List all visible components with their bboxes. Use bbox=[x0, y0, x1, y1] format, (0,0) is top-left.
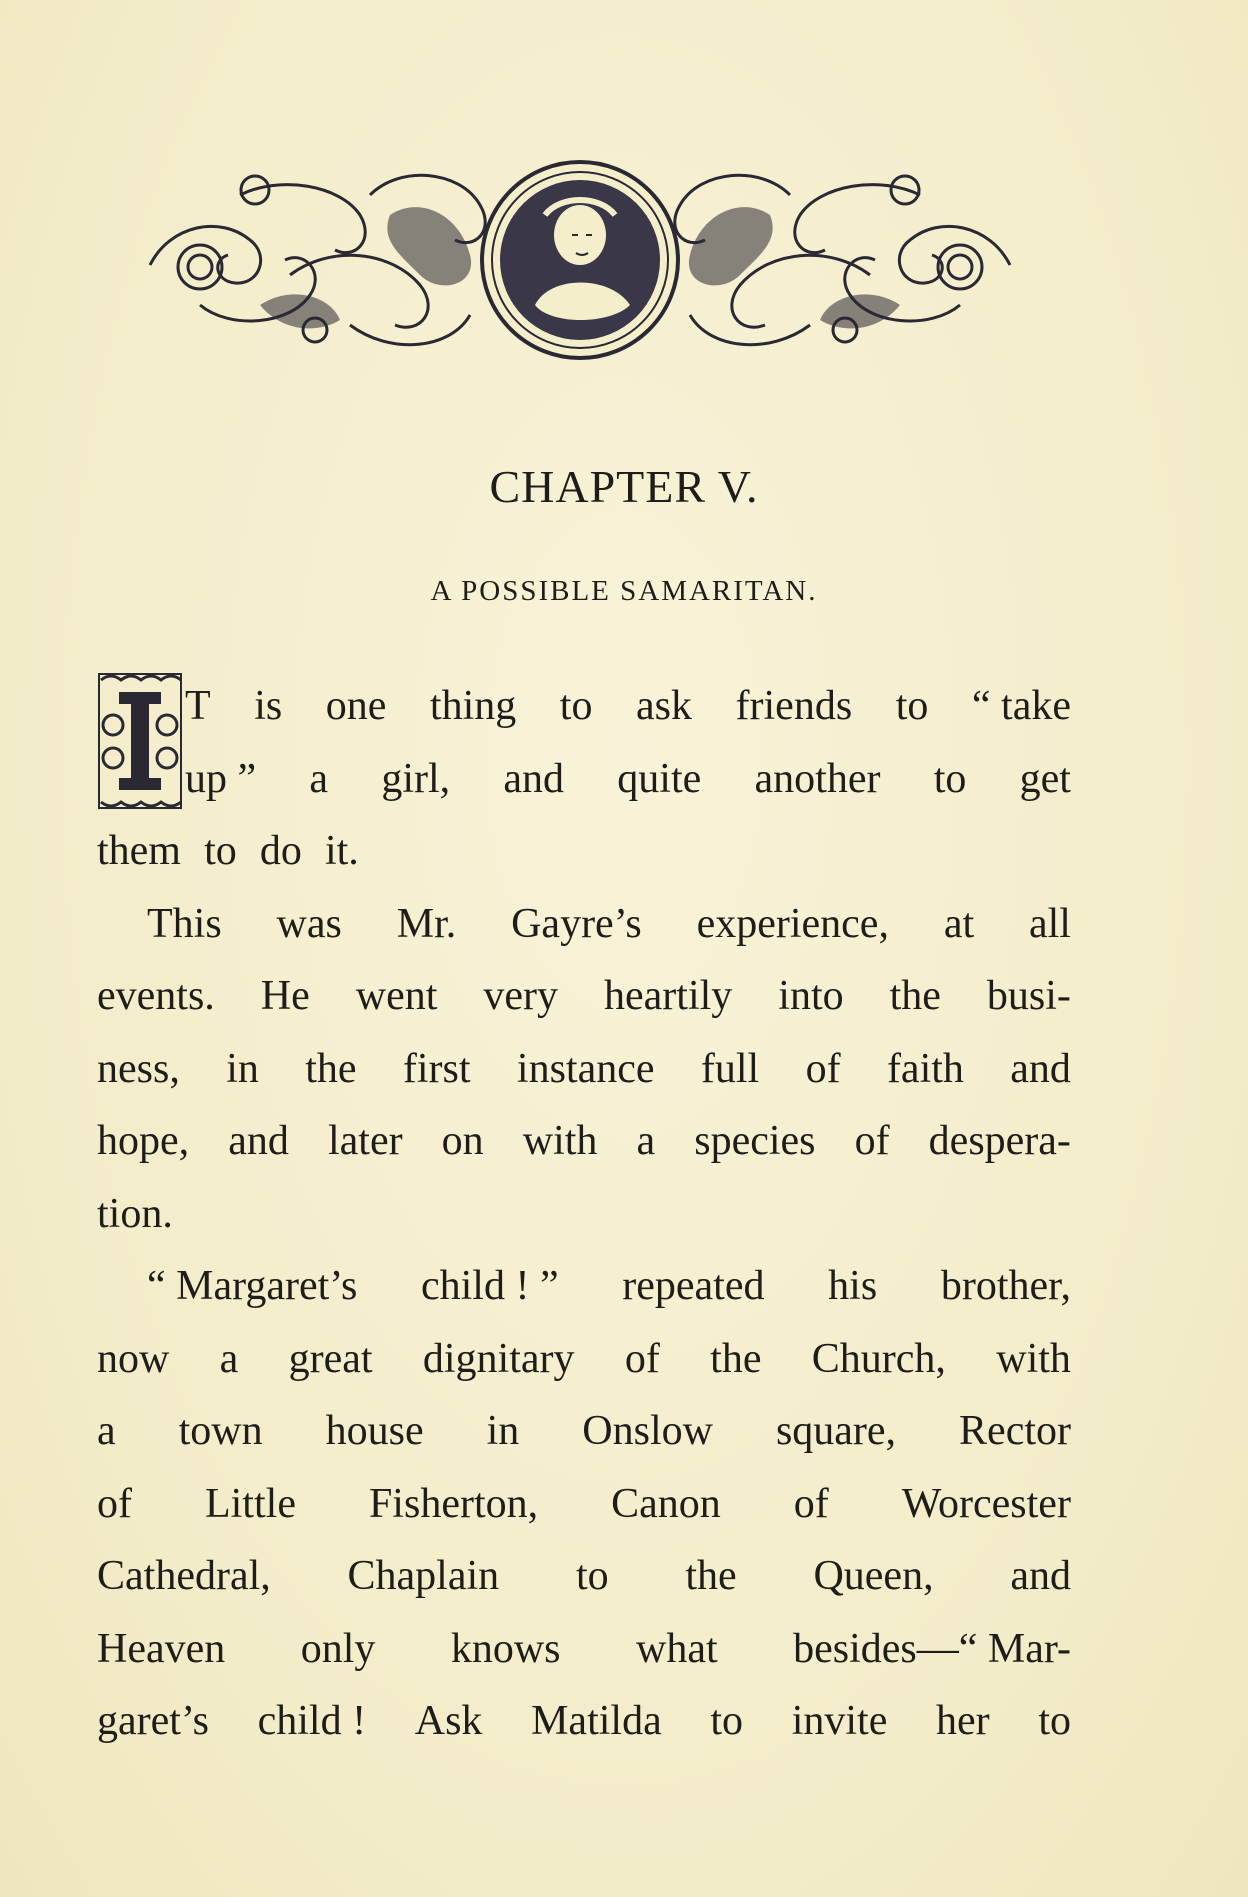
word: tion. bbox=[97, 1190, 173, 1237]
word: get bbox=[1019, 755, 1071, 802]
text-line bbox=[97, 1323, 1071, 1396]
text-line bbox=[97, 888, 1071, 961]
word: of bbox=[805, 1045, 841, 1092]
text-line bbox=[97, 1395, 1071, 1468]
word: the bbox=[889, 973, 941, 1019]
word: Little bbox=[204, 1480, 296, 1527]
word: the bbox=[685, 1553, 737, 1599]
word: and bbox=[228, 1118, 289, 1164]
text-line bbox=[97, 1033, 1071, 1106]
chapter-subtitle: A POSSIBLE SAMARITAN. bbox=[430, 575, 818, 607]
word: Heaven bbox=[97, 1625, 226, 1672]
word: do bbox=[259, 828, 302, 874]
text-line bbox=[97, 743, 1071, 816]
text-line bbox=[97, 1105, 1071, 1178]
word: ask bbox=[636, 683, 692, 729]
word: species bbox=[694, 1118, 816, 1164]
word: busi- bbox=[986, 973, 1071, 1019]
word: quite bbox=[617, 755, 702, 802]
word: very bbox=[483, 973, 559, 1019]
word: of bbox=[854, 1118, 890, 1164]
word: the bbox=[710, 1335, 762, 1382]
word: instance bbox=[516, 1045, 655, 1092]
word: a bbox=[97, 1408, 116, 1454]
text-line bbox=[97, 1613, 1071, 1686]
word: Cathedral, bbox=[97, 1553, 271, 1599]
word: Ask bbox=[414, 1698, 483, 1744]
word: Gayre’s bbox=[511, 900, 642, 947]
word: invite bbox=[791, 1698, 888, 1744]
word: house bbox=[325, 1408, 424, 1454]
word: on bbox=[441, 1118, 484, 1164]
text-line bbox=[97, 1468, 1071, 1541]
word: and bbox=[1010, 1045, 1071, 1092]
word: in bbox=[486, 1408, 520, 1454]
word: to bbox=[933, 755, 967, 802]
word: and bbox=[1010, 1553, 1071, 1599]
word: was bbox=[276, 900, 342, 947]
word: a bbox=[636, 1118, 656, 1164]
word: “ Margaret’s bbox=[147, 1263, 358, 1309]
word: knows bbox=[450, 1625, 561, 1672]
word: to bbox=[710, 1698, 744, 1744]
word: what bbox=[635, 1625, 718, 1672]
word: now bbox=[97, 1335, 170, 1382]
word: of bbox=[624, 1335, 660, 1382]
word: girl, bbox=[381, 755, 451, 802]
word: in bbox=[226, 1045, 259, 1092]
word: went bbox=[355, 973, 438, 1019]
word: only bbox=[300, 1625, 376, 1672]
word: “ take bbox=[971, 683, 1071, 729]
word: dignitary bbox=[422, 1335, 575, 1382]
word: to bbox=[559, 683, 593, 729]
word: Chaplain bbox=[347, 1553, 500, 1599]
word: Queen, bbox=[813, 1553, 934, 1599]
word: square, bbox=[775, 1408, 897, 1454]
word: Mr. bbox=[396, 900, 457, 947]
word: ness, bbox=[97, 1045, 180, 1092]
word: heartily bbox=[604, 973, 733, 1019]
chapter-title: CHAPTER V. bbox=[489, 461, 759, 512]
word: with bbox=[996, 1335, 1071, 1382]
word: the bbox=[305, 1045, 357, 1092]
word: a bbox=[309, 755, 329, 802]
word: This bbox=[147, 900, 222, 947]
word: them bbox=[97, 828, 181, 874]
word: to bbox=[575, 1553, 609, 1599]
text-line bbox=[97, 1685, 1071, 1758]
word: to bbox=[895, 683, 929, 729]
word: one bbox=[325, 683, 387, 729]
ornamental-headpiece bbox=[140, 155, 1020, 370]
word: Onslow bbox=[582, 1408, 713, 1454]
word: into bbox=[778, 973, 844, 1019]
text-line bbox=[97, 960, 1071, 1033]
text-line bbox=[97, 1250, 1071, 1323]
word: faith bbox=[886, 1045, 964, 1092]
word: Canon bbox=[611, 1480, 721, 1527]
word: Fisherton, bbox=[368, 1480, 539, 1527]
word: and bbox=[503, 755, 565, 802]
word: besides—“ Mar- bbox=[793, 1625, 1071, 1672]
word: all bbox=[1028, 900, 1071, 947]
word: T bbox=[185, 683, 211, 729]
word: full bbox=[700, 1045, 760, 1092]
word: up ” bbox=[185, 755, 257, 802]
word: Worcester bbox=[901, 1480, 1071, 1527]
word: repeated bbox=[622, 1263, 765, 1309]
word: with bbox=[522, 1118, 598, 1164]
word: Church, bbox=[811, 1335, 946, 1382]
word: town bbox=[178, 1408, 263, 1454]
word: a bbox=[219, 1335, 239, 1382]
word: another bbox=[754, 755, 881, 802]
word: events. bbox=[97, 973, 215, 1019]
word: child ! ” bbox=[420, 1263, 559, 1309]
word: Rector bbox=[959, 1408, 1071, 1454]
text-line bbox=[97, 1178, 1071, 1251]
word: his bbox=[828, 1263, 878, 1309]
text-line bbox=[97, 670, 1071, 743]
word: thing bbox=[429, 683, 517, 729]
word: He bbox=[260, 973, 310, 1019]
word: later bbox=[327, 1118, 403, 1164]
word: is bbox=[254, 683, 283, 729]
word: experience, bbox=[696, 900, 889, 947]
word: great bbox=[288, 1335, 373, 1382]
word: to bbox=[204, 828, 237, 874]
body-text bbox=[97, 670, 1071, 1758]
text-line bbox=[97, 815, 1071, 888]
word: Matilda bbox=[531, 1698, 662, 1744]
word: of bbox=[793, 1480, 829, 1527]
word: at bbox=[943, 900, 975, 947]
word: child ! bbox=[257, 1698, 367, 1744]
word: friends bbox=[735, 683, 853, 729]
word: it. bbox=[324, 828, 359, 874]
word: despera- bbox=[928, 1118, 1071, 1164]
word: first bbox=[402, 1045, 471, 1092]
word: of bbox=[97, 1480, 132, 1527]
word: brother, bbox=[940, 1263, 1071, 1309]
word: to bbox=[1038, 1698, 1071, 1744]
word: her bbox=[936, 1698, 990, 1744]
word: hope, bbox=[97, 1118, 190, 1164]
word: garet’s bbox=[97, 1698, 209, 1744]
text-line bbox=[97, 1540, 1071, 1613]
